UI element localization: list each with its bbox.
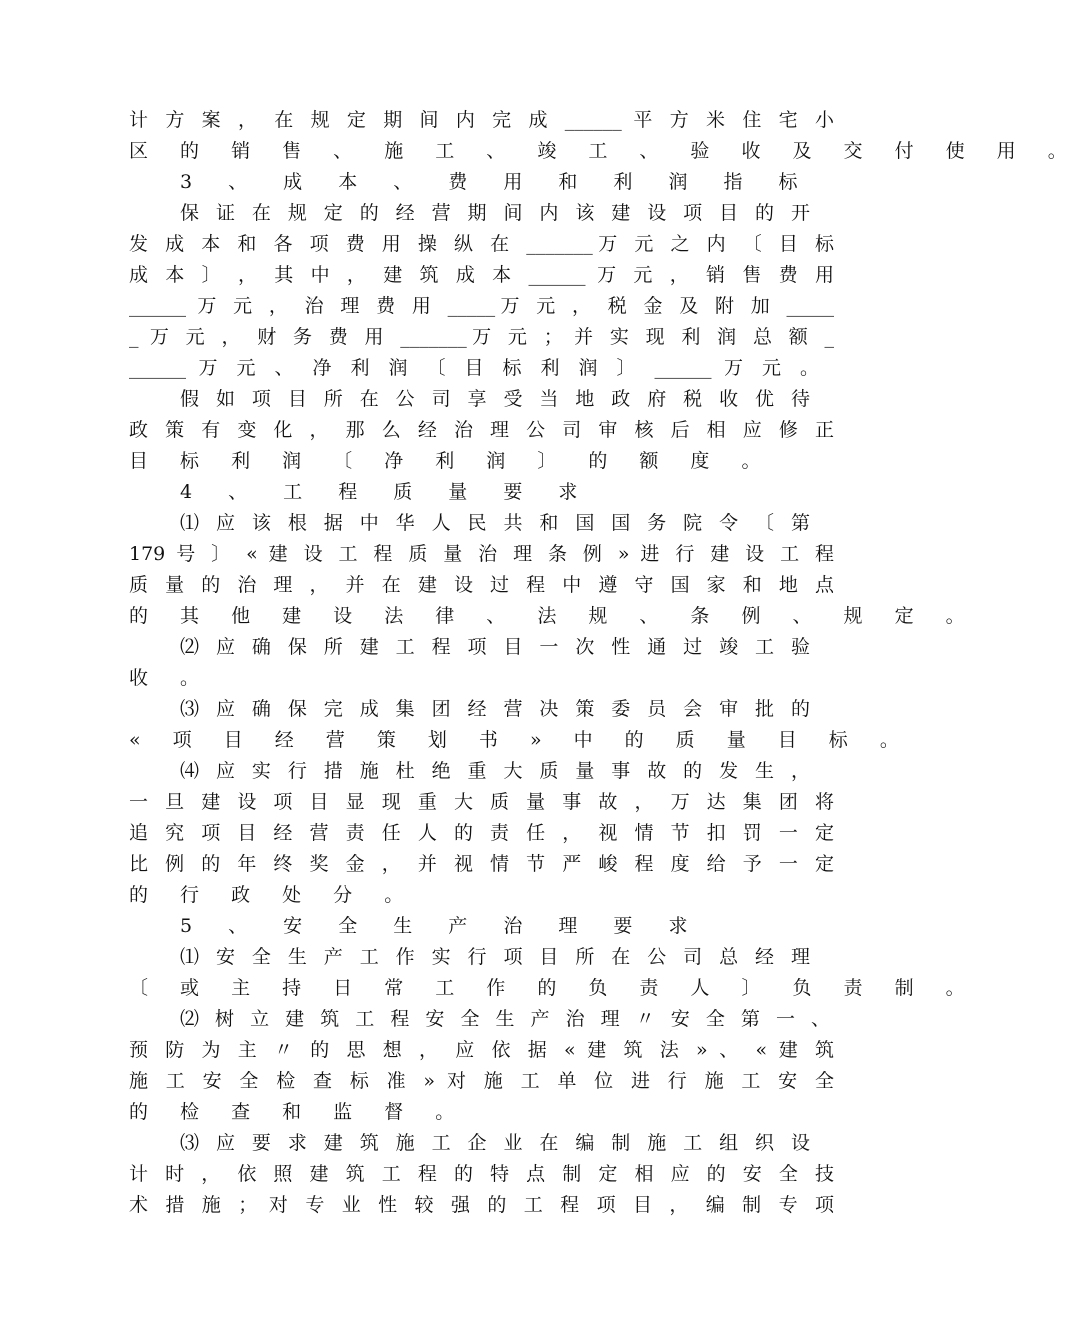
text-line: ⑷ 应 实 行 措 施 杜 绝 重 大 质 量 事 故 的 发 生 ， xyxy=(180,760,810,782)
text-line: ⑶ 应 要 求 建 筑 施 工 企 业 在 编 制 施 工 组 织 设 xyxy=(180,1132,810,1154)
text-line: ______ 万 元 ， 治 理 费 用 _____万 元 ， 税 金 及 附 加 _____ xyxy=(129,295,834,317)
text-line: 预 防 为 主 〃 的 思 想 ， 应 依 据 « 建 筑 法 » 、 « 建 筑 xyxy=(129,1039,834,1061)
text-line: 保 证 在 规 定 的 经 营 期 间 内 该 建 设 项 目 的 开 xyxy=(180,202,810,224)
text-line: 收 。 xyxy=(129,667,213,689)
text-line: 发 成 本 和 各 项 费 用 操 纵 在 _______万 元 之 内 〔 目 标 xyxy=(129,233,834,255)
section-heading: 5 、 安 全 生 产 治 理 要 求 xyxy=(180,915,703,937)
text-line: 比 例 的 年 终 奖 金 ， 并 视 情 节 严 峻 程 度 给 予 一 定 xyxy=(129,853,834,875)
text-line: 的 行 政 处 分 。 xyxy=(129,884,417,906)
text-line: ______ 万 元 、 净 利 润 〔 目 标 利 润 〕 ______ 万 元 。 xyxy=(129,357,819,379)
text-line: 179 号 〕 « 建 设 工 程 质 量 治 理 条 例 » 进 行 建 设 工 程 xyxy=(129,543,834,565)
text-line: 成 本 〕 ， 其 中 ， 建 筑 成 本 ______ 万 元 ， 销 售 费 用 xyxy=(129,264,834,286)
text-line: 质 量 的 治 理 ， 并 在 建 设 过 程 中 遵 守 国 家 和 地 点 xyxy=(129,574,834,596)
section-heading: 4 、 工 程 质 量 要 求 xyxy=(180,481,593,503)
text-line: 施 工 安 全 检 查 标 准 » 对 施 工 单 位 进 行 施 工 安 全 xyxy=(129,1070,834,1092)
text-line: ⑴ 安 全 生 产 工 作 实 行 项 目 所 在 公 司 总 经 理 xyxy=(180,946,810,968)
section-heading: 3 、 成 本 、 费 用 和 利 润 指 标 xyxy=(180,171,813,193)
text-line: ⑴ 应 该 根 据 中 华 人 民 共 和 国 国 务 院 令 〔 第 xyxy=(180,512,810,534)
text-line: 假 如 项 目 所 在 公 司 享 受 当 地 政 府 税 收 优 待 xyxy=(180,388,810,410)
text-line: ⑵ 应 确 保 所 建 工 程 项 目 一 次 性 通 过 竣 工 验 xyxy=(180,636,810,658)
text-line: 政 策 有 变 化 ， 那 么 经 治 理 公 司 审 核 后 相 应 修 正 xyxy=(129,419,834,441)
text-line: ⑶ 应 确 保 完 成 集 团 经 营 决 策 委 员 会 审 批 的 xyxy=(180,698,810,720)
text-line: 的 其 他 建 设 法 律 、 法 规 、 条 例 、 规 定 。 xyxy=(129,605,978,627)
text-line: 计 时 ， 依 照 建 筑 工 程 的 特 点 制 定 相 应 的 安 全 技 xyxy=(129,1163,834,1185)
text-line: 〔 或 主 持 日 常 工 作 的 负 责 人 〕 负 责 制 。 xyxy=(129,977,978,999)
text-line: 的 检 查 和 监 督 。 xyxy=(129,1101,468,1123)
text-line: 术 措 施 ； 对 专 业 性 较 强 的 工 程 项 目 ， 编 制 专 项 xyxy=(129,1194,834,1216)
text-line: ⑵ 树 立 建 筑 工 程 安 全 生 产 治 理 〃 安 全 第 一 、 xyxy=(180,1008,830,1030)
text-line: « 项 目 经 营 策 划 书 » 中 的 质 量 目 标 。 xyxy=(129,729,912,751)
text-line: 计 方 案 ， 在 规 定 期 间 内 完 成 ______ 平 方 米 住 宅 小 xyxy=(129,109,834,131)
text-line: _ 万 元 ， 财 务 费 用 _______万 元 ； 并 实 现 利 润 总 额 _ xyxy=(129,326,834,348)
text-line: 追 究 项 目 经 营 责 任 人 的 责 任 ， 视 情 节 扣 罚 一 定 xyxy=(129,822,834,844)
text-line: 目 标 利 润 〔 净 利 润 〕 的 额 度 。 xyxy=(129,450,774,472)
text-line: 一 旦 建 设 项 目 显 现 重 大 质 量 事 故 ， 万 达 集 团 将 xyxy=(129,791,834,813)
text-line: 区 的 销 售 、 施 工 、 竣 工 、 验 收 及 交 付 使 用 。 xyxy=(129,140,1080,162)
